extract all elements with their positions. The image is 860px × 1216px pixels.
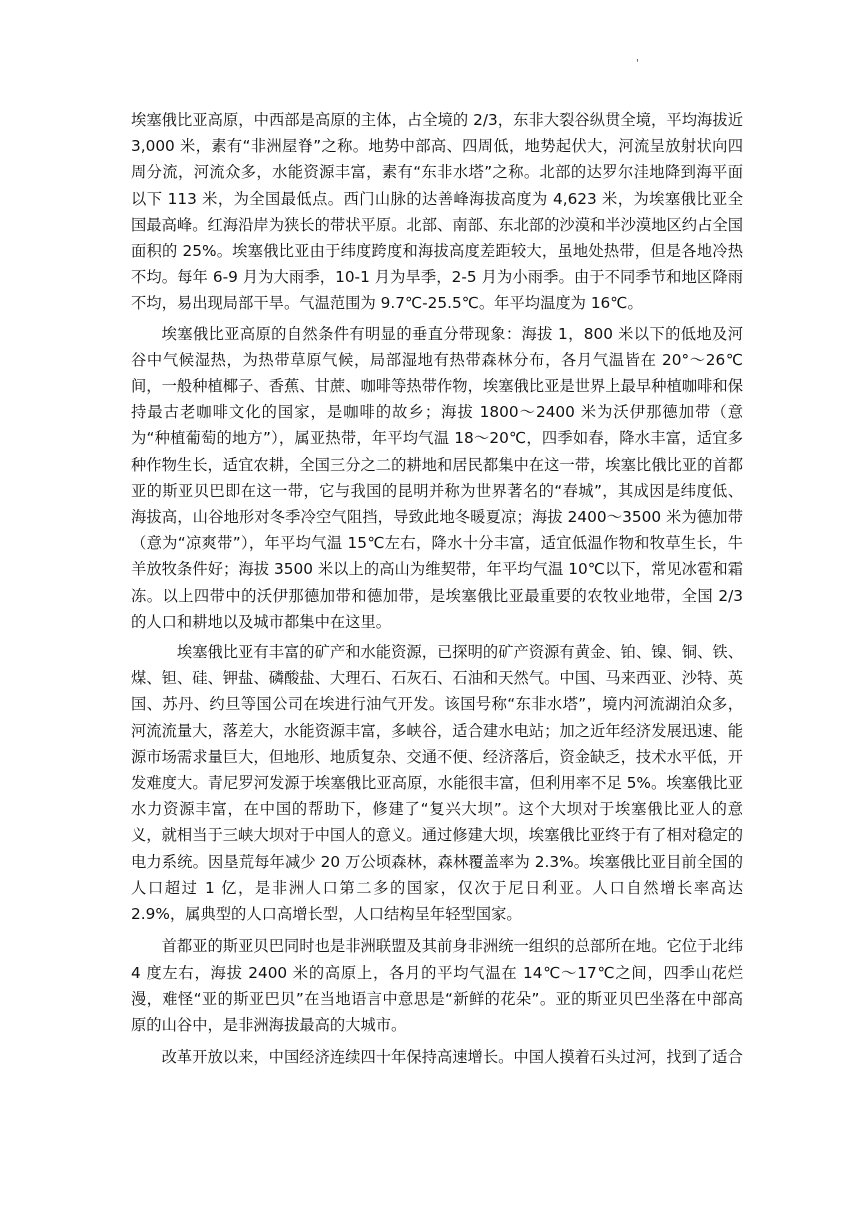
paragraph-vertical-zones: 埃塞俄比亚高原的自然条件有明显的垂直分带现象：海拔 1，800 米以下的低地及河谷中气候湿热，为热带草原气候，局部湿地有热带森林分布，各月气温皆在 20°～26℃间，一般种植椰子、香蕉、甘蔗、咖啡等热带作物，埃塞俄比亚是世界上最早种植咖啡和保持最古老咖啡文化的国家，是咖啡的故乡；海拔 1800～2400 米为沃伊那德加带（意为“种植葡萄的地方”），属亚热带，年平均气温 18～20℃，四季如春，降水丰富，适宜多种作物生长，适宜农耕，全国三分之二的耕地和居民都集中在这一带，埃塞比俄比亚的首都亚的斯亚贝巴即在这一带，它与我国的昆明并称为世界著名的“春城”，其成因是纬度低、海拔高，山谷地形对冬季冷空气阻挡，导致此地冬暖夏凉；海拔 2400～3500 米为德加带（意为“凉爽带”），年平均气温 15℃左右，降水十分丰富，适宜低温作物和牧草生长，牛羊放牧条件好；海拔 3500 米以上的高山为维契带，年平均气温 10℃以下，常见冰雹和霜冻。以上四带中的沃伊那德加带和德加带，是埃塞俄比亚最重要的农牧业地带，全国 2/3 的人口和耕地以及城市都集中在这里。 (131, 324, 743, 631)
header-mark: ' (636, 58, 639, 69)
paragraph-resources: 埃塞俄比亚有丰富的矿产和水能资源，已探明的矿产资源有黄金、铂、镍、铜、铁、煤、钽、硅、钾盐、磷酸盐、大理石、石灰石、石油和天然气。中国、马来西亚、沙特、英国、苏丹、约旦等国公司在埃进行油气开发。该国号称“东非水塔”，境内河流湖泊众多，河流流量大，落差大，水能资源丰富，多峡谷，适合建水电站；加之近年经济发展迅速、能源市场需求量巨大，但地形、地质复杂、交通不便、经济落后，资金缺乏，技术水平低，开发难度大。青尼罗河发源于埃塞俄比亚高原，水能很丰富，但利用率不足 5%。埃塞俄比亚水力资源丰富，在中国的帮助下，修建了“复兴大坝”。这个大坝对于埃塞俄比亚人的意义，就相当于三峡大坝对于中国人的意义。通过修建大坝，埃塞俄比亚终于有了相对稳定的电力系统。因垦荒每年减少 20 万公顷森林，森林覆盖率为 2.3%。埃塞俄比亚目前全国的人口超过 1 亿，是非洲人口第二多的国家，仅次于尼日利亚。人口自然增长率高达 2.9%，属典型的人口高增长型，人口结构呈年轻型国家。 (131, 643, 743, 924)
paragraph-plateau-overview: 埃塞俄比亚高原，中西部是高原的主体，占全境的 2/3，东非大裂谷纵贯全境，平均海拔近 3,000 米，素有“非洲屋脊”之称。地势中部高、四周低，地势起伏大，河流呈放射状向四周分流，河流众多，水能资源丰富，素有“东非水塔”之称。北部的达罗尔洼地降到海平面以下 113 米，为全国最低点。西门山脉的达善峰海拔高度为 4,623 米，为埃塞俄比亚全国最高峰。红海沿岸为狭长的带状平原。北部、南部、东北部的沙漠和半沙漠地区约占全国面积的 25%。埃塞俄比亚由于纬度跨度和海拔高度差距较大，虽地处热带，但是各地冷热不均。每年 6-9 月为大雨季，10-1 月为旱季，2-5 月为小雨季。由于不同季节和地区降雨不均，易出现局部干旱。气温范围为 9.7℃-25.5℃。年平均温度为 16℃。 (131, 111, 743, 313)
document-body (131, 107, 743, 1074)
paragraph-china-reform: 改革开放以来，中国经济连续四十年保持高速增长。中国人摸着石头过河，找到了适合 (161, 1048, 743, 1067)
paragraph-capital: 首都亚的斯亚贝巴同时也是非洲联盟及其前身非洲统一组织的总部所在地。它位于北纬 4 度左右，海拔 2400 米的高原上，各月的平均气温在 14℃～17℃之间，四季山花烂漫，难怪“亚的斯亚巴贝”在当地语言中意思是“新鲜的花朵”。亚的斯亚贝巴坐落在中部高原的山谷中，是非洲海拔最高的大城市。 (131, 937, 743, 1034)
